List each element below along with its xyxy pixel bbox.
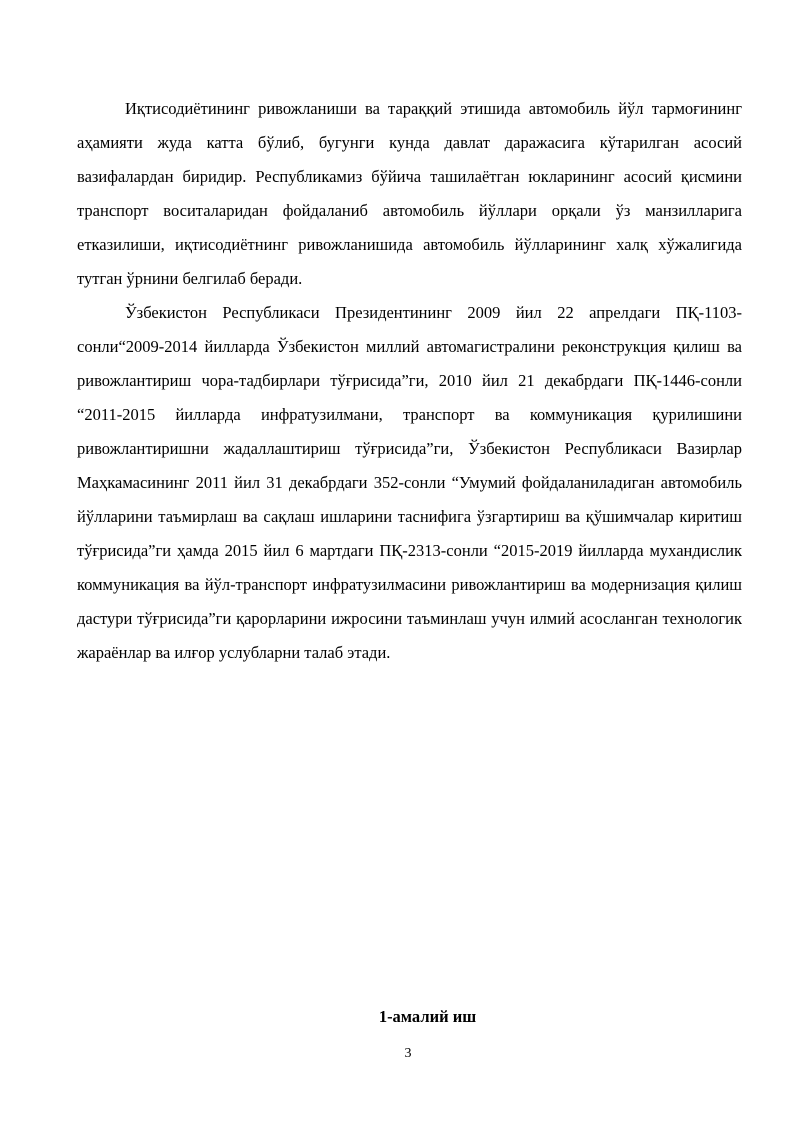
page-number: 3 bbox=[404, 1046, 412, 1061]
paragraph-presidential-decrees: Ўзбекистон Республикаси Президентининг 2009 йил 22 апрелдаги ПҚ-1103-сонли“2009-2014 йилларда Ўзбекистон миллий автомагистралини реконструкция қилиш ва ривожлантириш чора-тадбирлари тўғрисида”ги, 2010 йил 21 декабрдаги ПҚ-1446-сонли “2011-2015 йилларда инфратузилмани, транспорт ва коммуникация қурилишини ривожлантиришни жадаллаштириш тўғрисида”ги, Ўзбекистон Республикаси Вазирлар Маҳкамасининг 2011 йил 31 декабрдаги 352-сонли “Умумий фойдаланиладиган автомобиль йўлларини таъмирлаш ва сақлаш ишларини таснифига ўзгартириш ва қўшимчалар киритиш тўғрисида”ги ҳамда 2015 йил 6 мартдаги ПҚ-2313-сонли “2015-2019 йилларда мухандислик коммуникация ва йўл-транспорт инфратузилмасини ривожлантириш ва модернизация қилиш дастури тўғрисида”ги қарорларини ижросини таъминлаш учун илмий асосланган технологик жараёнлар ва илғор услубларни талаб этади. bbox=[77, 303, 742, 662]
body-text bbox=[77, 92, 742, 670]
section-heading: 1-амалий иш bbox=[378, 1007, 477, 1026]
paragraph-economy-intro: Иқтисодиётининг ривожланиши ва тараққий этишида автомобиль йўл тармоғининг аҳамияти жуда катта бўлиб, бугунги кунда давлат даражасига кўтарилган асосий вазифалардан биридир. Республикамиз бўйича ташилаётган юкларининг асосий қисмини транспорт воситаларидан фойдаланиб автомобиль йўллари орқали ўз манзилларига етказилиши, иқтисодиётнинг ривожланишида автомобиль йўлларининг халқ хўжалигида тутган ўрнини белгилаб беради. bbox=[77, 99, 742, 288]
